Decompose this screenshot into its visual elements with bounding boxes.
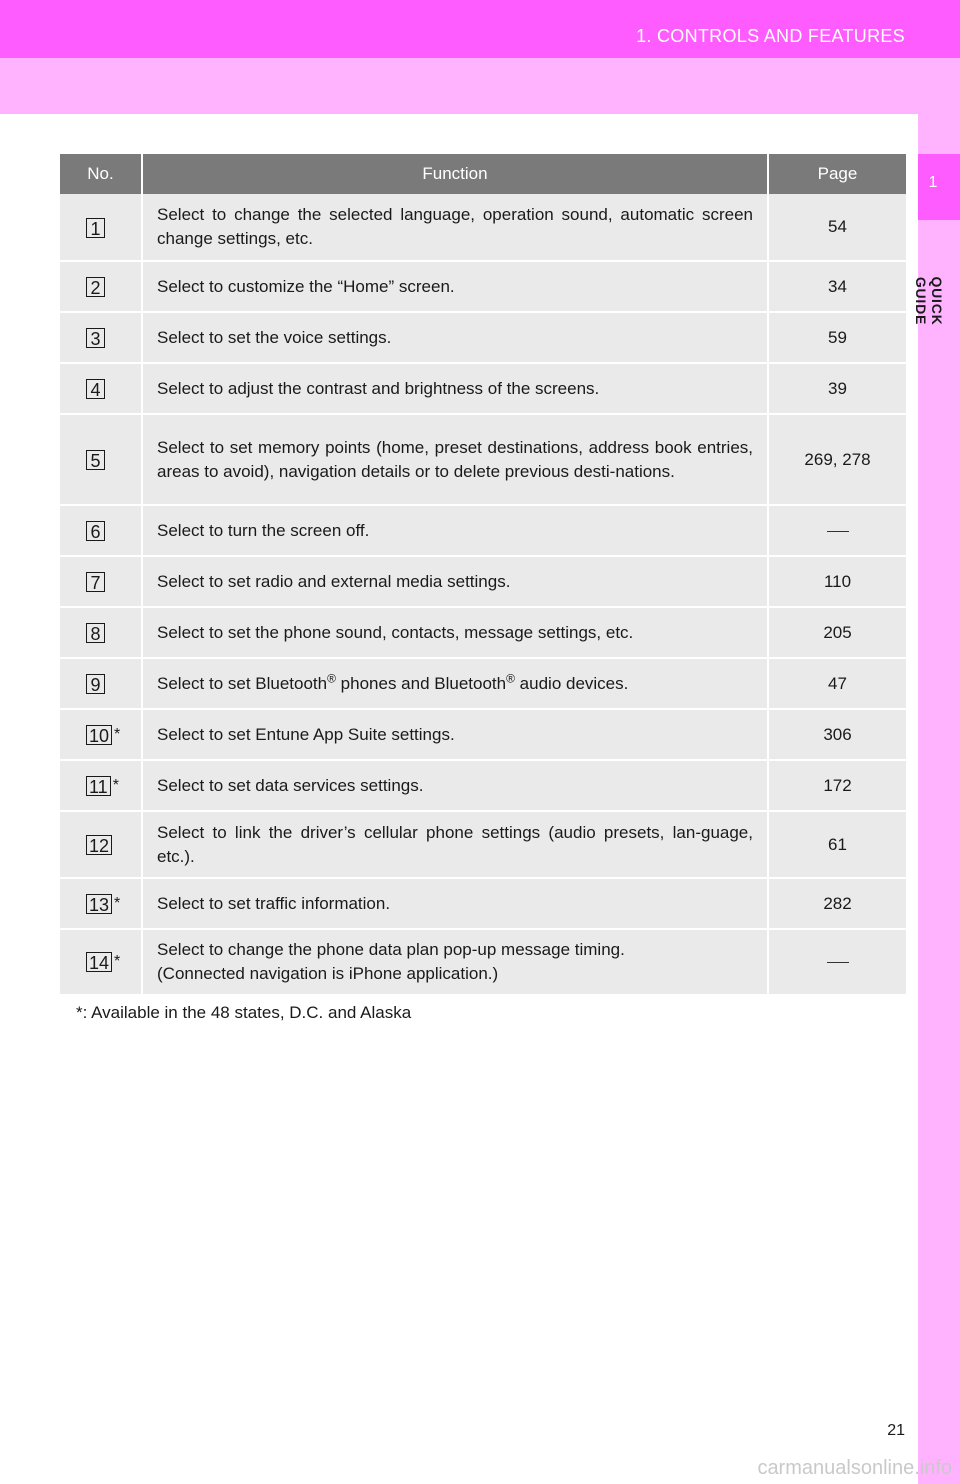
row-number-cell — [60, 414, 142, 505]
row-function: Select to link the driver’s cellular phone settings (audio presets, lan-guage, etc.). — [142, 811, 768, 878]
row-function: Select to set radio and external media settings. — [142, 556, 768, 607]
row-number-cell — [60, 811, 142, 878]
row-page — [768, 929, 906, 995]
function-table — [60, 154, 906, 996]
page-number: 21 — [887, 1422, 905, 1439]
no-page-dash — [827, 962, 849, 963]
row-number-cell — [60, 709, 142, 760]
row-page: 39 — [768, 363, 906, 414]
row-number-cell — [60, 312, 142, 363]
row-number-cell — [60, 505, 142, 556]
watermark: carmanualsonline.info — [757, 1457, 952, 1479]
table-row — [60, 556, 906, 607]
table-row — [60, 607, 906, 658]
row-number-cell — [60, 261, 142, 312]
number-box: 5 — [86, 450, 105, 470]
row-number-cell — [60, 658, 142, 709]
row-page: 282 — [768, 878, 906, 929]
row-function: Select to set data services settings. — [142, 760, 768, 811]
number-box: 2 — [86, 277, 105, 297]
table-row — [60, 194, 906, 261]
row-function: Select to set traffic information. — [142, 878, 768, 929]
function-text: audio devices. — [514, 673, 629, 693]
row-function: Select to set the voice settings. — [142, 312, 768, 363]
row-function: Select to customize the “Home” screen. — [142, 261, 768, 312]
row-function: Select to turn the screen off. — [142, 505, 768, 556]
row-page: 59 — [768, 312, 906, 363]
asterisk-mark: * — [114, 725, 121, 743]
table-row — [60, 312, 906, 363]
table-row — [60, 929, 906, 995]
row-function: Select to set Entune App Suite settings. — [142, 709, 768, 760]
table-row — [60, 414, 906, 505]
registered-mark: ® — [506, 670, 515, 685]
row-number-cell — [60, 878, 142, 929]
number-box: 14 — [86, 952, 112, 972]
side-label: QUICK GUIDE — [913, 276, 945, 326]
number-box: 6 — [86, 521, 105, 541]
function-line: (Connected navigation is iPhone application.) — [157, 964, 499, 983]
number-box: 10 — [86, 725, 112, 745]
row-page: 34 — [768, 261, 906, 312]
row-page: 47 — [768, 658, 906, 709]
function-text: phones and Bluetooth — [335, 673, 507, 693]
number-box: 11 — [86, 776, 111, 796]
registered-mark: ® — [327, 670, 336, 685]
row-page: 54 — [768, 194, 906, 261]
table-row — [60, 709, 906, 760]
asterisk-mark: * — [114, 894, 121, 912]
number-box: 13 — [86, 894, 112, 914]
row-function — [142, 929, 768, 995]
table-row — [60, 505, 906, 556]
number-box: 8 — [86, 623, 105, 643]
function-text: Select to set Bluetooth — [157, 673, 328, 693]
table-row — [60, 760, 906, 811]
row-number-cell — [60, 194, 142, 261]
header-page: Page — [768, 154, 906, 194]
number-box: 4 — [86, 379, 105, 399]
row-number-cell — [60, 760, 142, 811]
row-function: Select to adjust the contrast and brightness of the screens. — [142, 363, 768, 414]
row-number-cell — [60, 363, 142, 414]
header-function: Function — [142, 154, 768, 194]
number-box: 7 — [86, 572, 105, 592]
number-box: 1 — [86, 218, 105, 238]
row-function: Select to set the phone sound, contacts, message settings, etc. — [142, 607, 768, 658]
row-page: 61 — [768, 811, 906, 878]
side-tab-number: 1 — [928, 174, 938, 191]
table-row — [60, 261, 906, 312]
table-header-row — [60, 154, 906, 194]
row-page: 205 — [768, 607, 906, 658]
table-row — [60, 363, 906, 414]
row-number-cell — [60, 929, 142, 995]
row-number-cell — [60, 607, 142, 658]
row-number-cell — [60, 556, 142, 607]
header-no: No. — [60, 154, 142, 194]
function-line: Select to change the phone data plan pop-up message timing. — [157, 940, 625, 959]
row-page: 172 — [768, 760, 906, 811]
no-page-dash — [827, 531, 849, 532]
header-band-light — [0, 58, 960, 114]
row-page: 110 — [768, 556, 906, 607]
number-box: 12 — [86, 835, 112, 855]
number-box: 9 — [86, 674, 105, 694]
asterisk-mark: * — [114, 953, 121, 971]
row-page — [768, 505, 906, 556]
table-row — [60, 878, 906, 929]
table-row — [60, 658, 906, 709]
row-page: 306 — [768, 709, 906, 760]
row-function: Select to change the selected language, operation sound, automatic screen change settings, etc. — [142, 194, 768, 261]
number-box: 3 — [86, 328, 105, 348]
row-function: Select to set memory points (home, preset destinations, address book entries, areas to avoid), navigation details or to delete previous desti-nations. — [142, 414, 768, 505]
row-page: 269, 278 — [768, 414, 906, 505]
table-row — [60, 811, 906, 878]
footnote: *: Available in the 48 states, D.C. and Alaska — [76, 1003, 412, 1022]
section-title: 1. CONTROLS AND FEATURES — [636, 26, 905, 46]
asterisk-mark: * — [112, 776, 119, 794]
row-function — [142, 658, 768, 709]
